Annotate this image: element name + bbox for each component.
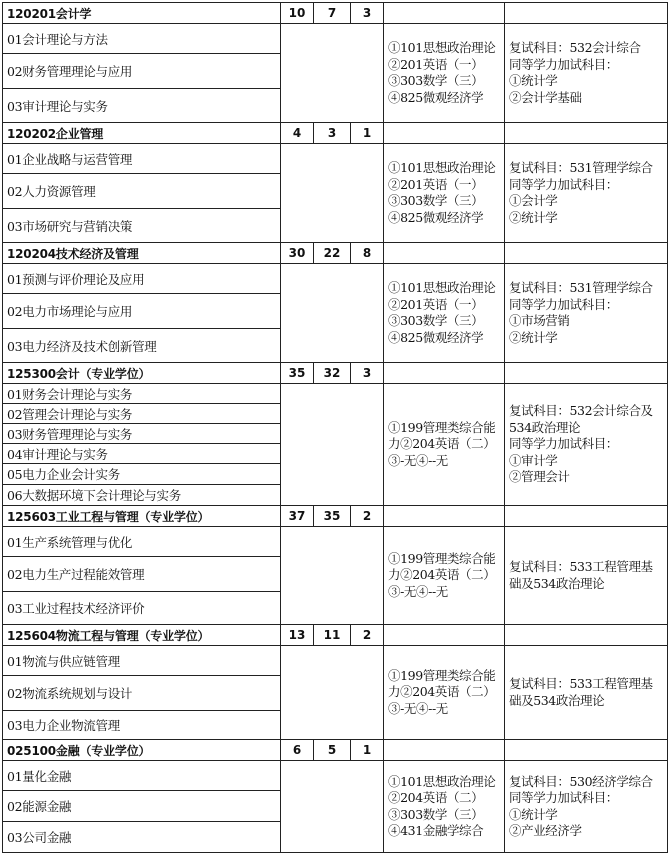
retest-subjects	[505, 264, 668, 363]
retest-subject-line: ②统计学	[509, 329, 558, 345]
exam-subject-line: ①101思想政治理论	[388, 773, 496, 789]
enrollment-table-body	[3, 3, 668, 853]
retest-subject-line: 同等学力加试科目：	[509, 176, 618, 192]
retest-subject-line: ②管理会计	[509, 469, 570, 485]
research-direction: 03工业过程技术经济评价	[3, 592, 281, 625]
research-direction: 03财务管理理论与实务	[3, 424, 281, 444]
exam-subject-line: ①199管理类综合能	[388, 667, 496, 683]
recommended-quota: 11	[314, 625, 351, 646]
program-code-name: 120201会计学	[3, 3, 281, 24]
recommended-quota: 5	[314, 740, 351, 761]
exam-subject-line: ①101思想政治理论	[388, 40, 496, 55]
quota-blank-cell	[281, 384, 384, 506]
direction-row	[3, 646, 668, 676]
quota-blank-cell	[281, 144, 384, 243]
empty-cell	[384, 3, 505, 24]
program-header-row	[3, 363, 668, 384]
unified-quota: 2	[351, 506, 384, 527]
retest-subjects	[505, 144, 668, 243]
quota-blank-cell	[281, 24, 384, 123]
recommended-quota: 35	[314, 506, 351, 527]
exam-subject-line: ②201英语（一）	[388, 176, 484, 192]
research-direction: 04审计理论与实务	[3, 444, 281, 464]
research-direction: 01企业战略与运营管理	[3, 144, 281, 174]
retest-subject-line: 同等学力加试科目：	[509, 790, 618, 805]
exam-subject-line: ①199管理类综合能	[388, 550, 496, 566]
empty-cell	[505, 123, 668, 144]
program-header-row	[3, 3, 668, 24]
exam-subject-line: ④825微观经济学	[388, 89, 484, 105]
unified-quota: 8	[351, 243, 384, 264]
research-direction: 02物流系统规划与设计	[3, 676, 281, 711]
research-direction: 01财务会计理论与实务	[3, 384, 281, 404]
retest-subject-line: ①统计学	[509, 806, 558, 822]
exam-subject-line: ②201英语（一）	[388, 56, 484, 72]
exam-subject-line: ④431金融学综合	[388, 823, 484, 838]
recommended-quota: 7	[314, 3, 351, 24]
retest-subject-line: 复试科目：531管理学综合	[509, 160, 653, 175]
retest-subject-line: ①会计学	[509, 193, 558, 208]
retest-subject-line: 复试科目：530经济学综合	[509, 773, 653, 789]
empty-cell	[384, 740, 505, 761]
retest-subjects	[505, 527, 668, 625]
research-direction: 03电力经济及技术创新管理	[3, 329, 281, 363]
empty-cell	[384, 243, 505, 264]
direction-row	[3, 761, 668, 791]
research-direction: 02人力资源管理	[3, 174, 281, 209]
retest-subject-line: ②产业经济学	[509, 823, 582, 838]
program-code-name: 120204技术经济及管理	[3, 243, 281, 264]
research-direction: 02能源金融	[3, 791, 281, 822]
direction-row	[3, 527, 668, 557]
empty-cell	[505, 506, 668, 527]
exam-subjects	[384, 761, 505, 853]
retest-subject-line: 复试科目：532会计综合及534政治理论	[509, 403, 653, 435]
research-direction: 05电力企业会计实务	[3, 464, 281, 485]
total-quota: 4	[281, 123, 314, 144]
direction-row	[3, 24, 668, 54]
unified-quota: 3	[351, 363, 384, 384]
research-direction: 01物流与供应链管理	[3, 646, 281, 676]
research-direction: 02管理会计理论与实务	[3, 404, 281, 424]
exam-subject-line: 力②204英语（二）	[388, 684, 496, 700]
exam-subject-line: ④825微观经济学	[388, 329, 484, 345]
exam-subject-line: 力②204英语（二）	[388, 567, 496, 583]
research-direction: 02电力市场理论与应用	[3, 294, 281, 329]
exam-subjects	[384, 24, 505, 123]
unified-quota: 1	[351, 740, 384, 761]
research-direction: 01预测与评价理论及应用	[3, 264, 281, 294]
empty-cell	[384, 506, 505, 527]
retest-subjects	[505, 384, 668, 506]
program-code-name: 025100金融（专业学位）	[3, 740, 281, 761]
exam-subject-line: ③303数学（三）	[388, 193, 484, 208]
empty-cell	[505, 625, 668, 646]
research-direction: 03公司金融	[3, 822, 281, 853]
program-header-row	[3, 740, 668, 761]
research-direction: 02电力生产过程能效管理	[3, 557, 281, 592]
program-header-row	[3, 243, 668, 264]
program-header-row	[3, 625, 668, 646]
total-quota: 37	[281, 506, 314, 527]
research-direction: 02财务管理理论与应用	[3, 54, 281, 89]
empty-cell	[505, 740, 668, 761]
retest-subject-line: ①审计学	[509, 452, 558, 468]
program-header-row	[3, 123, 668, 144]
exam-subject-line: ④825微观经济学	[388, 209, 484, 225]
retest-subject-line: 复试科目：531管理学综合	[509, 280, 653, 295]
recommended-quota: 22	[314, 243, 351, 264]
total-quota: 6	[281, 740, 314, 761]
exam-subject-line: ②201英语（一）	[388, 296, 484, 312]
exam-subject-line: 力②204英语（二）	[388, 436, 496, 452]
program-code-name: 125604物流工程与管理（专业学位）	[3, 625, 281, 646]
total-quota: 10	[281, 3, 314, 24]
retest-subject-line: ②统计学	[509, 209, 558, 225]
exam-subject-line: ③-无④--无	[388, 452, 448, 468]
program-code-name: 120202企业管理	[3, 123, 281, 144]
retest-subject-line: 同等学力加试科目：	[509, 296, 618, 312]
exam-subjects	[384, 264, 505, 363]
program-header-row	[3, 506, 668, 527]
retest-subjects	[505, 24, 668, 123]
retest-subject-line: 复试科目：533工程管理基础及534政治理论	[509, 559, 653, 591]
research-direction: 06大数据环境下会计理论与实务	[3, 485, 281, 506]
direction-row	[3, 144, 668, 174]
quota-blank-cell	[281, 646, 384, 740]
retest-subject-line: 同等学力加试科目：	[509, 436, 618, 452]
exam-subject-line: ①101思想政治理论	[388, 160, 496, 175]
retest-subject-line: 同等学力加试科目：	[509, 56, 618, 72]
direction-row	[3, 384, 668, 404]
empty-cell	[505, 3, 668, 24]
exam-subjects	[384, 144, 505, 243]
exam-subjects	[384, 384, 505, 506]
direction-row	[3, 264, 668, 294]
research-direction: 03审计理论与实务	[3, 89, 281, 123]
exam-subject-line: ①199管理类综合能	[388, 419, 496, 435]
exam-subject-line: ③303数学（三）	[388, 73, 484, 88]
quota-blank-cell	[281, 527, 384, 625]
empty-cell	[505, 363, 668, 384]
exam-subject-line: ②204英语（二）	[388, 790, 484, 805]
empty-cell	[384, 123, 505, 144]
recommended-quota: 3	[314, 123, 351, 144]
exam-subject-line: ③-无④--无	[388, 583, 448, 599]
enrollment-table	[2, 2, 668, 853]
exam-subject-line: ①101思想政治理论	[388, 280, 496, 295]
unified-quota: 2	[351, 625, 384, 646]
research-direction: 01生产系统管理与优化	[3, 527, 281, 557]
retest-subject-line: 复试科目：532会计综合	[509, 40, 641, 55]
retest-subject-line: ①市场营销	[509, 313, 570, 328]
exam-subjects	[384, 646, 505, 740]
total-quota: 30	[281, 243, 314, 264]
empty-cell	[384, 363, 505, 384]
empty-cell	[505, 243, 668, 264]
quota-blank-cell	[281, 264, 384, 363]
unified-quota: 1	[351, 123, 384, 144]
empty-cell	[384, 625, 505, 646]
total-quota: 35	[281, 363, 314, 384]
research-direction: 01量化金融	[3, 761, 281, 791]
research-direction: 03电力企业物流管理	[3, 711, 281, 740]
research-direction: 03市场研究与营销决策	[3, 209, 281, 243]
recommended-quota: 32	[314, 363, 351, 384]
retest-subject-line: ②会计学基础	[509, 89, 582, 105]
retest-subject-line: 复试科目：533工程管理基础及534政治理论	[509, 676, 653, 708]
research-direction: 01会计理论与方法	[3, 24, 281, 54]
exam-subject-line: ③303数学（三）	[388, 313, 484, 328]
retest-subjects	[505, 646, 668, 740]
retest-subjects	[505, 761, 668, 853]
program-code-name: 125603工业工程与管理（专业学位）	[3, 506, 281, 527]
unified-quota: 3	[351, 3, 384, 24]
retest-subject-line: ①统计学	[509, 73, 558, 88]
program-code-name: 125300会计（专业学位）	[3, 363, 281, 384]
quota-blank-cell	[281, 761, 384, 853]
exam-subjects	[384, 527, 505, 625]
exam-subject-line: ③303数学（三）	[388, 806, 484, 822]
exam-subject-line: ③-无④--无	[388, 700, 448, 716]
total-quota: 13	[281, 625, 314, 646]
